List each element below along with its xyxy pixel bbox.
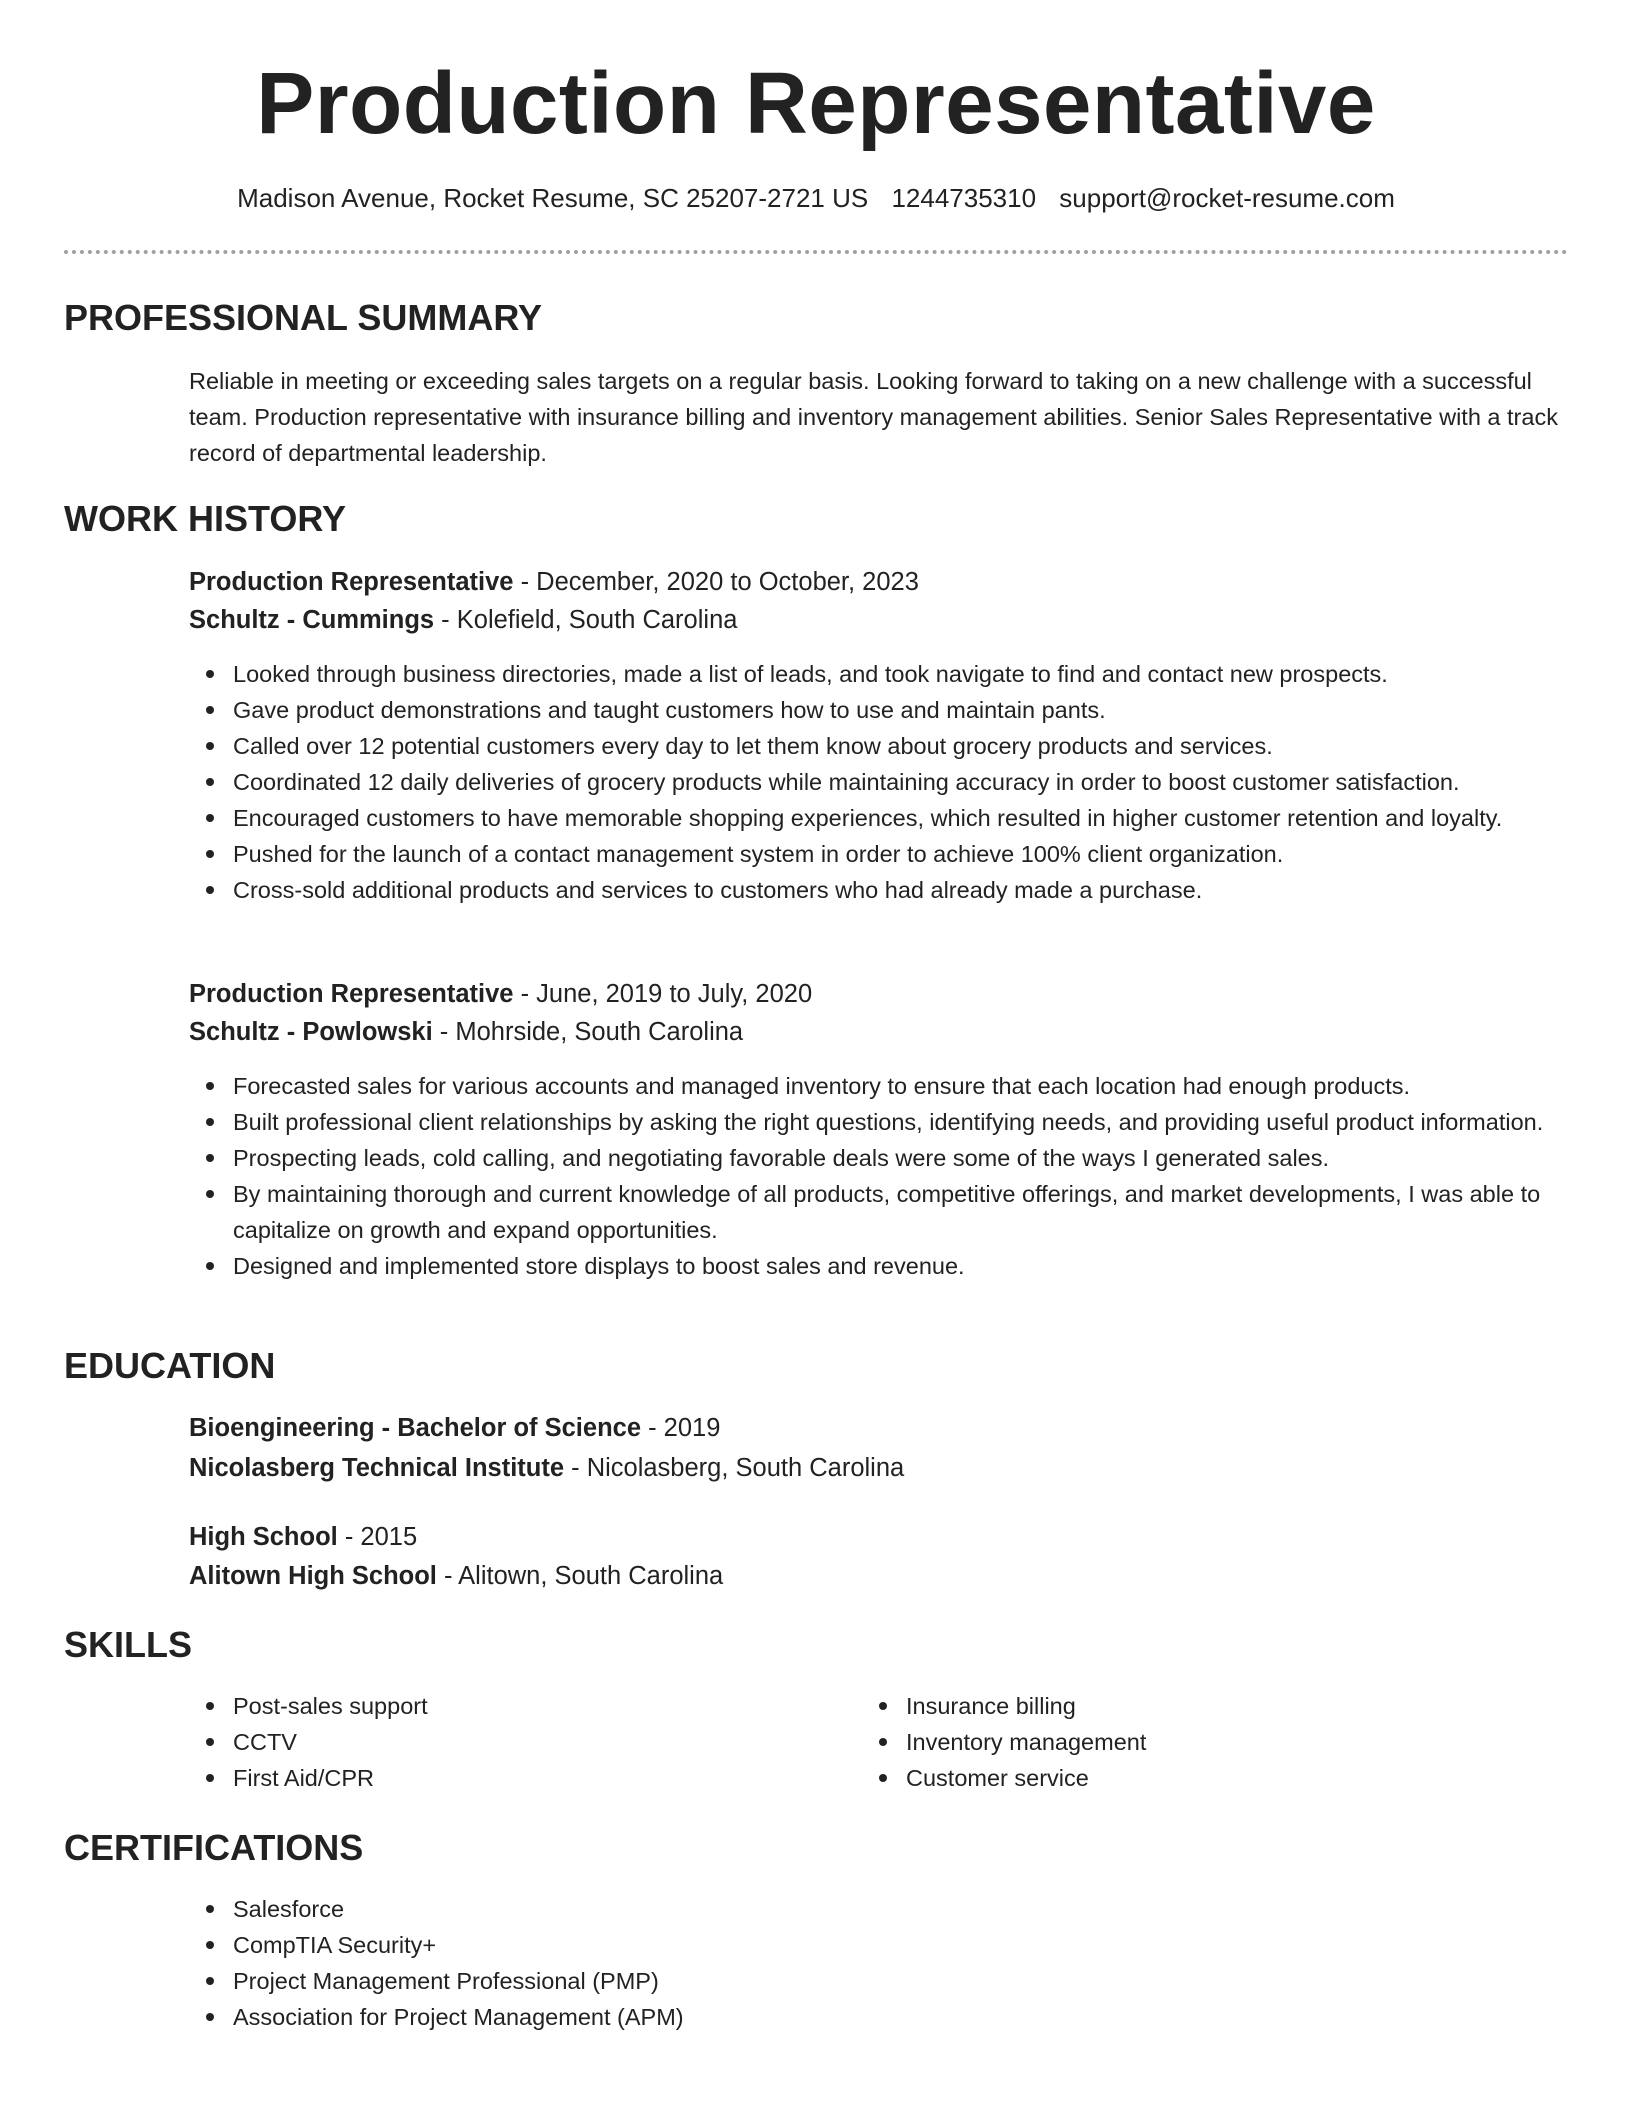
header-divider — [64, 250, 1568, 254]
education-1-degree-line — [189, 1410, 1559, 1446]
list-item: Built professional client relationships by asking the right questions, identifying needs, and providing useful product information. — [233, 1104, 1605, 1140]
list-item: Association for Project Management (APM) — [233, 1999, 1605, 2035]
list-item: First Aid/CPR — [233, 1760, 833, 1796]
job-1-title-line — [189, 564, 1559, 600]
education-1-school: Nicolasberg Technical Institute — [189, 1454, 565, 1482]
education-heading: EDUCATION — [64, 1345, 276, 1386]
education-1-year: - 2019 — [641, 1414, 721, 1442]
education-2-degree-line — [189, 1519, 1559, 1555]
education-2-degree: High School — [189, 1523, 338, 1551]
list-item: Cross-sold additional products and services to customers who had already made a purchase. — [233, 872, 1605, 908]
job-1-company: Schultz - Cummings — [189, 606, 435, 634]
job-2-role: Production Representative — [189, 980, 514, 1008]
list-item: Inventory management — [906, 1724, 1506, 1760]
list-item: Insurance billing — [906, 1688, 1506, 1724]
list-item: Called over 12 potential customers every day to let them know about grocery products and services. — [233, 728, 1605, 764]
job-1-company-line — [189, 602, 1559, 638]
list-item: CCTV — [233, 1724, 833, 1760]
list-item: By maintaining thorough and current knowledge of all products, competitive offerings, and market developments, I was able to capitalize on growth and expand opportunities. — [233, 1176, 1605, 1248]
job-1-dates: - December, 2020 to October, 2023 — [513, 568, 919, 596]
education-1-degree: Bioengineering - Bachelor of Science — [189, 1414, 642, 1442]
job-2-title-line — [189, 976, 1559, 1012]
skills-right-list — [862, 1688, 1506, 1796]
contact-email: support@rocket-resume.com — [1059, 183, 1395, 213]
list-item: Customer service — [906, 1760, 1506, 1796]
contact-address: Madison Avenue, Rocket Resume, SC 25207-2721 US — [237, 183, 869, 213]
certifications-heading: CERTIFICATIONS — [64, 1827, 364, 1868]
job-2-company-line — [189, 1014, 1559, 1050]
job-2-company: Schultz - Powlowski — [189, 1018, 433, 1046]
list-item: CompTIA Security+ — [233, 1927, 1605, 1963]
list-item: Salesforce — [233, 1891, 1605, 1927]
certifications-list — [189, 1891, 1605, 2035]
list-item: Encouraged customers to have memorable shopping experiences, which resulted in higher customer retention and loyalty. — [233, 800, 1605, 836]
job-1-location: - Kolefield, South Carolina — [434, 606, 738, 634]
job-2-location: - Mohrside, South Carolina — [432, 1018, 744, 1046]
list-item: Pushed for the launch of a contact management system in order to achieve 100% client organization. — [233, 836, 1605, 872]
work-history-heading: WORK HISTORY — [64, 498, 347, 539]
contact-line — [0, 180, 1632, 216]
summary-heading: PROFESSIONAL SUMMARY — [64, 297, 543, 338]
list-item: Prospecting leads, cold calling, and negotiating favorable deals were some of the ways I generated sales. — [233, 1140, 1605, 1176]
education-2-school-line — [189, 1558, 1559, 1594]
education-2-year: - 2015 — [337, 1523, 418, 1551]
list-item: Forecasted sales for various accounts and managed inventory to ensure that each location had enough products. — [233, 1068, 1605, 1104]
contact-phone: 1244735310 — [891, 183, 1037, 213]
resume-name: Production Representative — [256, 55, 1376, 152]
list-item: Post-sales support — [233, 1688, 833, 1724]
skills-left-list — [189, 1688, 833, 1796]
list-item: Coordinated 12 daily deliveries of grocery products while maintaining accuracy in order to boost customer satisfaction. — [233, 764, 1605, 800]
education-2-location: - Alitown, South Carolina — [436, 1562, 724, 1590]
list-item: Designed and implemented store displays to boost sales and revenue. — [233, 1248, 1605, 1284]
summary-text: Reliable in meeting or exceeding sales targets on a regular basis. Looking forward to taking on a new challenge with a successful team. Production representative with insurance billing and inventory management abilities. Senior Sales Representative with a track record of departmental leadership. — [189, 368, 1558, 466]
education-1-school-line — [189, 1450, 1559, 1486]
job-2-bullets — [189, 1068, 1605, 1284]
list-item: Looked through business directories, made a list of leads, and took navigate to find and contact new prospects. — [233, 656, 1605, 692]
list-item: Gave product demonstrations and taught customers how to use and maintain pants. — [233, 692, 1605, 728]
education-2-school: Alitown High School — [189, 1562, 437, 1590]
job-2-dates: - June, 2019 to July, 2020 — [513, 980, 813, 1008]
education-1-location: - Nicolasberg, South Carolina — [564, 1454, 905, 1482]
job-1-role: Production Representative — [189, 568, 514, 596]
job-1-bullets — [189, 656, 1605, 908]
skills-heading: SKILLS — [64, 1624, 193, 1665]
list-item: Project Management Professional (PMP) — [233, 1963, 1605, 1999]
